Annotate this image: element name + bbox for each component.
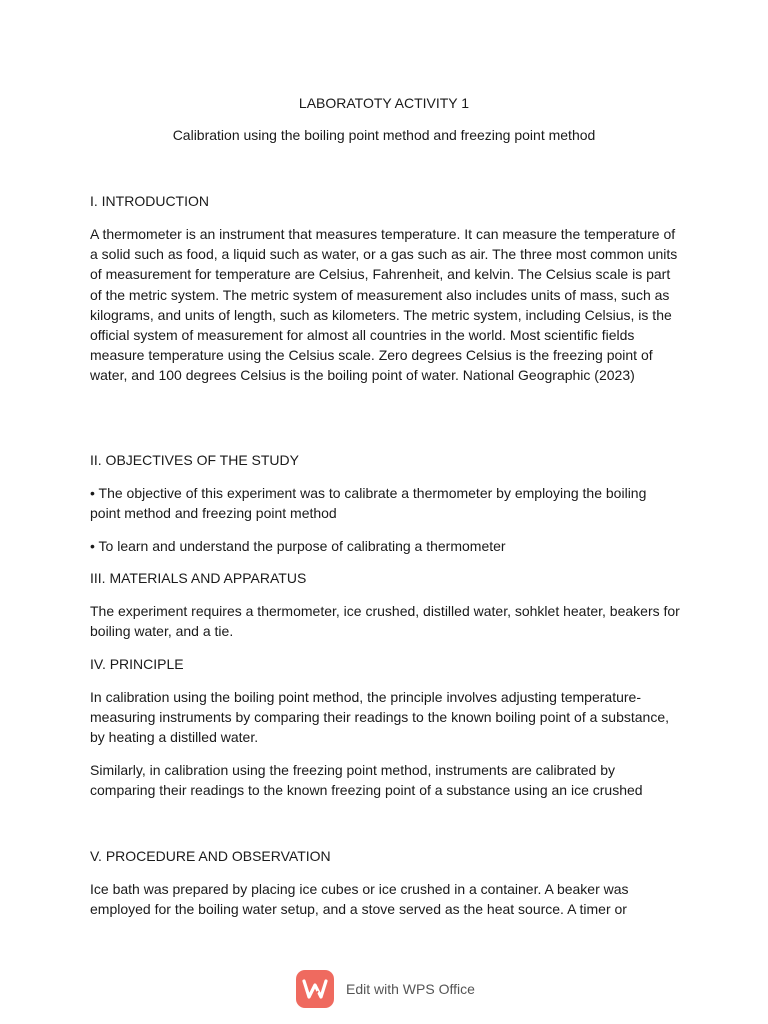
section-heading-procedure: V. PROCEDURE AND OBSERVATION (90, 848, 331, 864)
wps-office-logo-icon (296, 970, 334, 1008)
objectives-bullet-1: • The objective of this experiment was to calibrate a thermometer by employing the boiling point method and freezing point method (90, 485, 647, 522)
section-heading-principle: IV. PRINCIPLE (90, 656, 184, 672)
objectives-bullet-2: • To learn and understand the purpose of calibrating a thermometer (90, 538, 506, 554)
document-title: LABORATOTY ACTIVITY 1 (298, 95, 470, 111)
section-heading-objectives: II. OBJECTIVES OF THE STUDY (90, 452, 299, 468)
section-heading-materials: III. MATERIALS AND APPARATUS (90, 570, 307, 586)
procedure-paragraph: Ice bath was prepared by placing ice cubes or ice crushed in a container. A beaker was employed for the boiling water setup, and a stove served as the heat source. A timer or (90, 881, 629, 918)
edit-with-wps-banner[interactable] (296, 968, 475, 1010)
section-heading-introduction: I. INTRODUCTION (90, 193, 209, 209)
materials-paragraph: The experiment requires a thermometer, ice crushed, distilled water, sohklet heater, beakers for boiling water, and a tie. (90, 603, 680, 640)
introduction-paragraph: A thermometer is an instrument that measures temperature. It can measure the temperature of a solid such as food, a liquid such as water, or a gas such as air. The three most common units of measurement for temperature are Celsius, Fahrenheit, and kelvin. The Celsius scale is part of the metric system. The metric system of measurement also includes units of mass, such as kilograms, and units of length, such as kilometers. The metric system, including Celsius, is the official system of measurement for almost all countries in the world. Most scientific fields measure temperature using the Celsius scale. Zero degrees Celsius is the freezing point of water, and 100 degrees Celsius is the boiling point of water. National Geographic (2023) (90, 226, 678, 384)
document-subtitle: Calibration using the boiling point method and freezing point method (172, 127, 596, 143)
wps-w-glyph-icon (302, 978, 328, 1000)
principle-paragraph-1: In calibration using the boiling point method, the principle involves adjusting temperature-measuring instruments by comparing their readings to the known boiling point of a substance, by heating a distilled water. (90, 689, 669, 746)
edit-with-wps-label[interactable]: Edit with WPS Office (346, 981, 475, 997)
principle-paragraph-2: Similarly, in calibration using the freezing point method, instruments are calibrated by comparing their readings to the known freezing point of a substance using an ice crushed (90, 762, 643, 799)
